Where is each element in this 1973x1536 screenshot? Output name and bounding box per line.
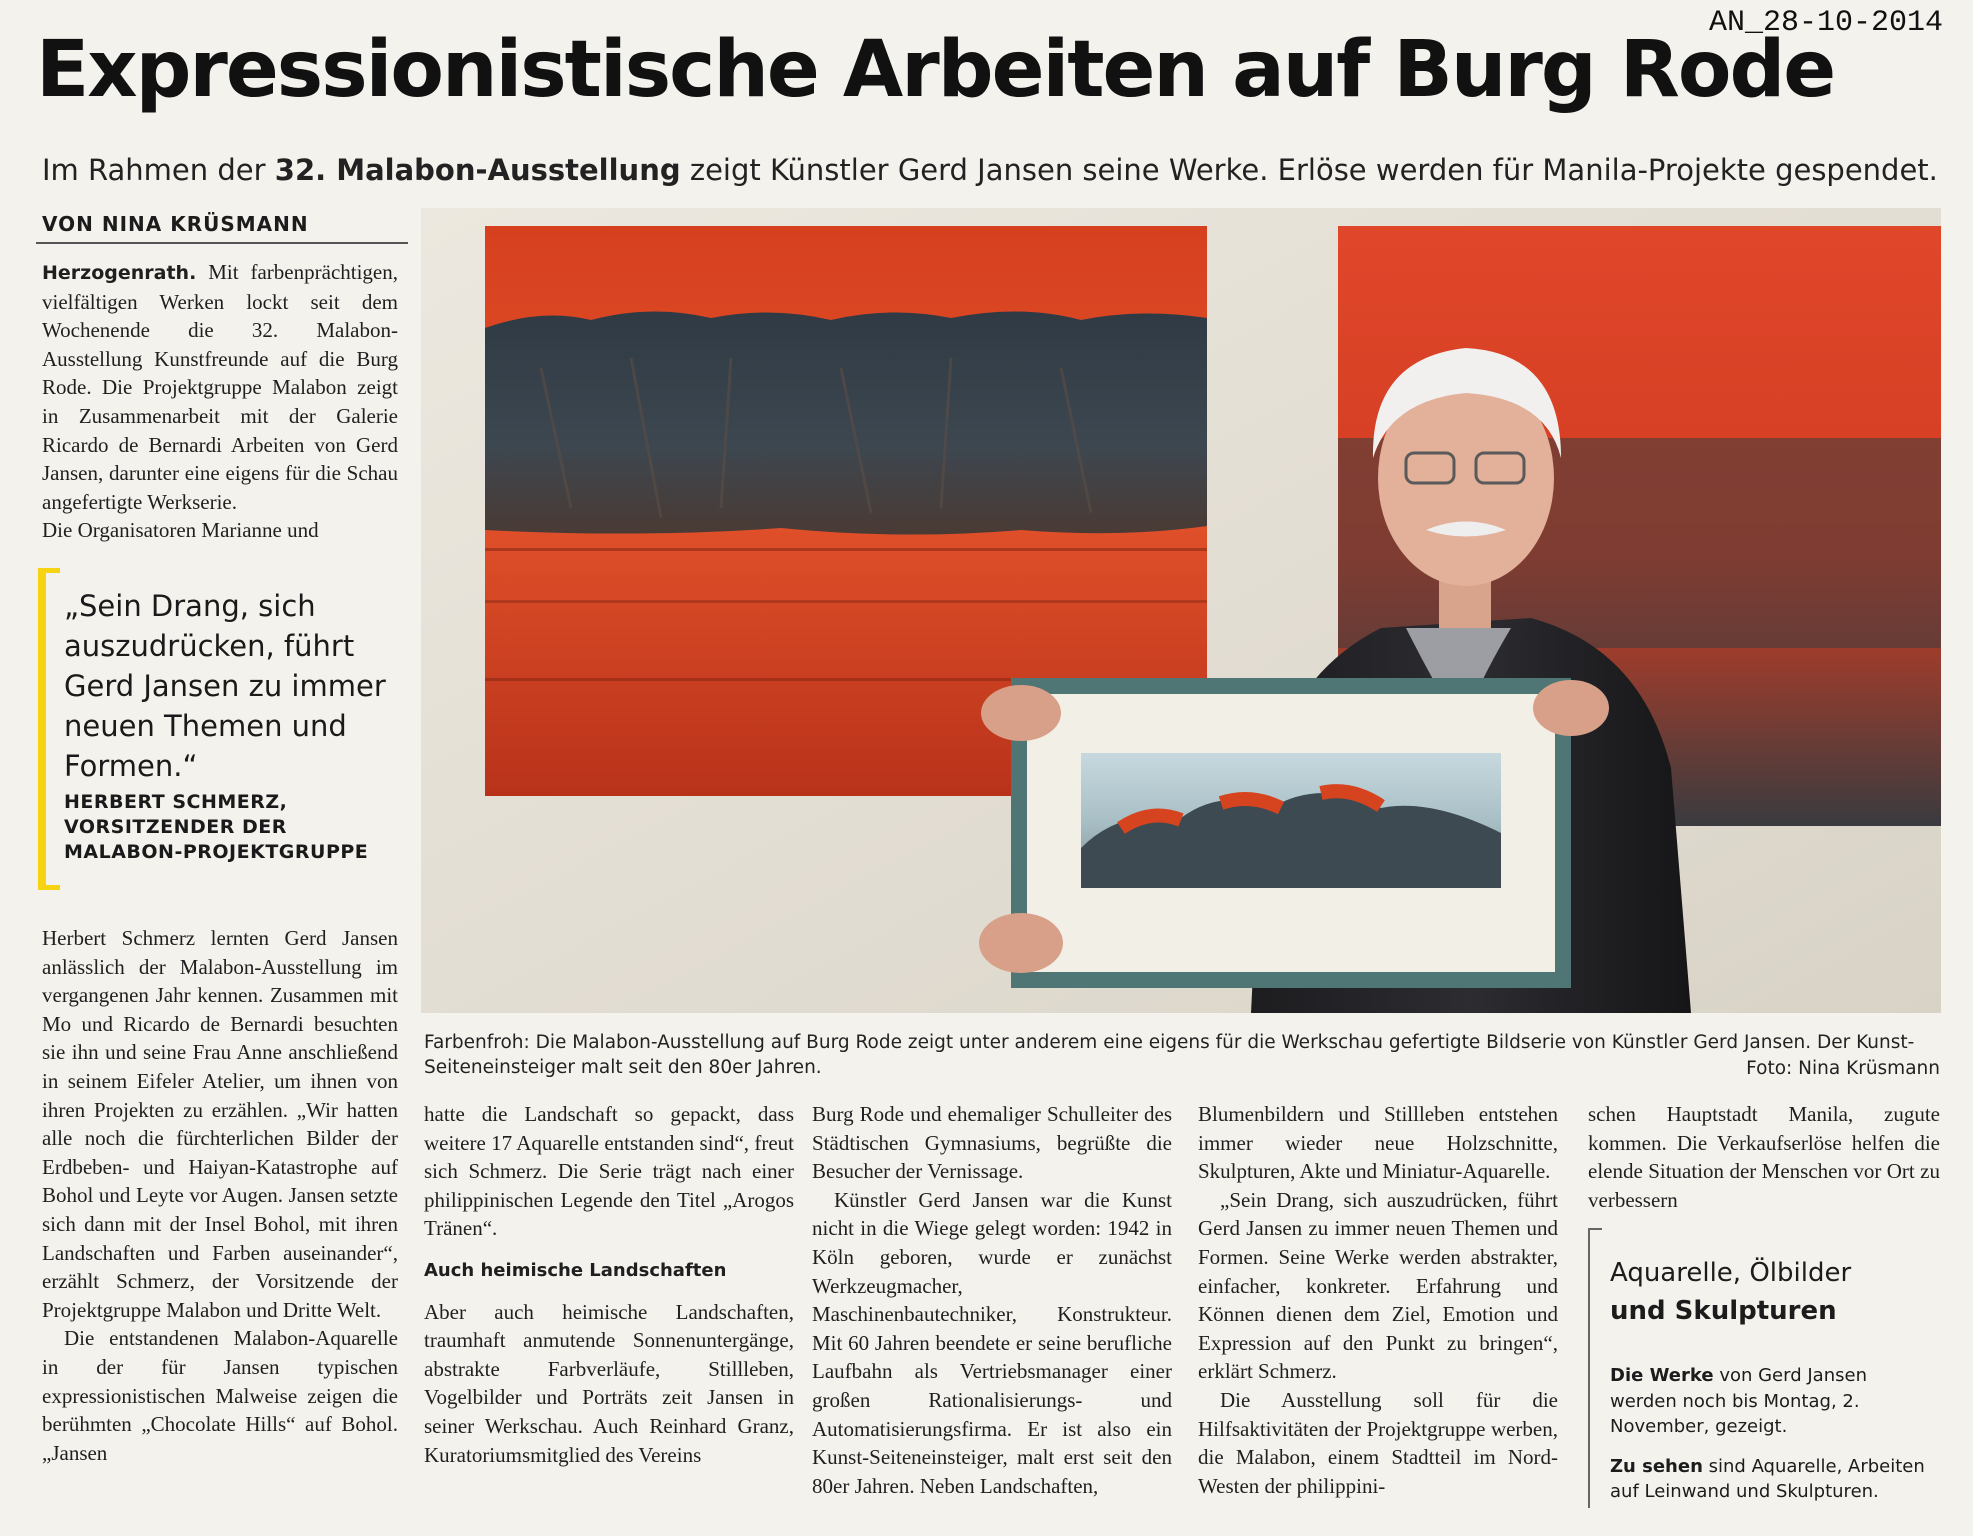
infobox-title-line: Aquarelle, Ölbilder bbox=[1610, 1258, 1852, 1288]
paragraph: „Sein Drang, sich auszudrücken, führt Gerd Jansen zu immer neuen Themen und Formen. Seine Werke werden abstrakter, einfacher, konkreter. Erfahrung und Können dienen dem Ziel, Emotion und Expression auf den Punkt zu bringen“, erklärt Schmerz. bbox=[1198, 1187, 1558, 1384]
article-column-1-bottom bbox=[42, 924, 398, 1467]
photo-caption: Farbenfroh: Die Malabon-Ausstellung auf Burg Rode zeigt unter anderem eine eigens für die Werkschau gefertigte Bildserie von Künstler Gerd Jansen. Der Kunst-Seiteneinsteiger malt seit den 80er Jahren. bbox=[424, 1032, 1915, 1078]
subhead-pre: Im Rahmen der bbox=[42, 153, 275, 187]
quote-author-line: MALABON-PROJEKTGRUPPE bbox=[64, 841, 369, 863]
article-column-3 bbox=[812, 1100, 1172, 1500]
date-stamp: AN_28-10-2014 bbox=[1708, 6, 1943, 40]
infobox-title-line bbox=[1610, 1292, 1940, 1330]
paragraph: hatte die Landschaft so gepackt, dass weitere 17 Aquarelle entstanden sind“, freut sich Schmerz. Die Serie trägt nach einer philippinischen Legende den Titel „Arogos Tränen“. bbox=[424, 1102, 794, 1241]
quote-author-line: HERBERT SCHMERZ, bbox=[64, 791, 288, 813]
quote-accent-bottom bbox=[38, 885, 60, 890]
article-photo bbox=[421, 208, 1941, 1013]
quote-accent-bar bbox=[38, 568, 46, 890]
lead-paragraph: Mit farbenprächtigen, vielfältigen Werken lockt seit dem Wochenende die 32. Malabon-Ausstellung Kunstfreunde auf die Burg Rode. Die Projektgruppe Malabon zeigt in Zusammenarbeit mit der Galerie Ricardo de Bernardi Arbeiten von Gerd Jansen, darunter eine eigens für die Schau angefertigte Werkserie. bbox=[42, 260, 398, 514]
infobox-paragraph bbox=[1610, 1454, 1938, 1505]
infobox-body bbox=[1610, 1363, 1938, 1519]
article-column-1-top bbox=[42, 258, 398, 545]
byline: VON NINA KRÜSMANN bbox=[42, 212, 309, 236]
subhead-bold: 32. Malabon-Ausstellung bbox=[274, 153, 681, 187]
infobox-title bbox=[1610, 1254, 1940, 1330]
headline: Expressionistische Arbeiten auf Burg Rode bbox=[36, 25, 1835, 115]
article-column-4 bbox=[1198, 1100, 1558, 1500]
paragraph: Künstler Gerd Jansen war die Kunst nicht in die Wiege gelegt worden: 1942 in Köln geboren, wurde er zunächst Werkzeugmacher, Maschinenbautechniker, Konstrukteur. Mit 60 Jahren beendete er seine berufliche Laufbahn als Vertriebsmanager einer großen Rationalisierungs- und Automatisierungsfirma. Er ist also ein Kunst-Seiteneinsteiger, malt erst seit den 80er Jahren. Neben Landschaften, bbox=[812, 1187, 1172, 1498]
quote-accent-top bbox=[38, 568, 60, 573]
lead-paragraph-2: Die Organisatoren Marianne und bbox=[42, 518, 319, 543]
pull-quote-author bbox=[64, 790, 404, 865]
photo-illustration bbox=[421, 208, 1941, 1013]
infobox-text: von Gerd Jansen werden noch bis Montag, 2. November, gezeigt. bbox=[1610, 1365, 1867, 1437]
quote-author-line: VORSITZENDER DER bbox=[64, 816, 287, 838]
article-column-5 bbox=[1588, 1100, 1940, 1214]
paragraph: Aber auch heimische Landschaften, traumhaft anmutende Sonnenuntergänge, abstrakte Farbverläufe, Stillleben, Vogelbilder und Porträts zeit Jansen in seiner Werkschau. Auch Reinhard Granz, Kuratoriumsmitglied des Vereins bbox=[424, 1299, 794, 1467]
infobox-bold: Zu sehen bbox=[1610, 1455, 1703, 1477]
article-column-2 bbox=[424, 1100, 794, 1469]
paragraph: Burg Rode und ehemaliger Schulleiter des Städtischen Gymnasiums, begrüßte die Besucher der Vernissage. bbox=[812, 1102, 1172, 1184]
infobox-text: sind Aquarelle, Arbeiten auf Leinwand und Skulpturen. bbox=[1610, 1455, 1925, 1502]
infobox-paragraph bbox=[1610, 1363, 1938, 1440]
dateline: Herzogenrath. bbox=[42, 262, 197, 284]
photo-credit: Foto: Nina Krüsmann bbox=[1746, 1058, 1940, 1079]
paragraph: Die Ausstellung soll für die Hilfsaktivitäten der Projektgruppe werben, die Malabon, einem Stadtteil im Nord-Westen der philippini- bbox=[1198, 1387, 1558, 1498]
paragraph: Die entstandenen Malabon-Aquarelle in der für Jansen typischen expressionistischen Malweise zeigen die berühmten „Chocolate Hills“ auf Bohol. „Jansen bbox=[42, 1326, 398, 1465]
section-subhead: Auch heimische Landschaften bbox=[424, 1259, 727, 1281]
infobox-bold: Die Werke bbox=[1610, 1365, 1714, 1386]
paragraph: schen Hauptstadt Manila, zugute kommen. Die Verkaufserlöse helfen die elende Situation der Menschen vor Ort zu verbessern bbox=[1588, 1102, 1940, 1212]
subheadline bbox=[42, 148, 1942, 192]
subhead-post: zeigt Künstler Gerd Jansen seine Werke. Erlöse werden für Manila-Projekte gespendet. bbox=[680, 153, 1938, 187]
infobox-title-bold: und Skulpturen bbox=[1610, 1296, 1837, 1326]
paragraph: Blumenbildern und Stillleben entstehen immer wieder neue Holzschnitte, Skulpturen, Akte und Miniatur-Aquarelle. bbox=[1198, 1102, 1558, 1184]
pull-quote: „Sein Drang, sich auszudrücken, führt Gerd Jansen zu immer neuen Themen und Formen.“ bbox=[64, 589, 386, 783]
infobox-rule bbox=[1588, 1228, 1590, 1508]
paragraph: Herbert Schmerz lernten Gerd Jansen anlässlich der Malabon-Ausstellung im vergangenen Jahr kennen. Zusammen mit Mo und Ricardo de Bernardi besuchten sie ihn und seine Frau Anne anschließend in seinem Eifeler Atelier, um ihnen von ihren Projekten zu erzählen. „Wir hatten alle noch die fürchterlichen Bilder der Erdbeben- und Haiyan-Katastrophe auf Bohol und Leyte vor Augen. Jansen setzte sich dann mit der Insel Bohol, mit ihren Landschaften und Farben auseinander“, erzählt Schmerz, der Vorsitzende der Projektgruppe Malabon und Dritte Welt. bbox=[42, 926, 398, 1322]
infobox-tick bbox=[1588, 1228, 1602, 1230]
byline-rule bbox=[36, 242, 408, 244]
